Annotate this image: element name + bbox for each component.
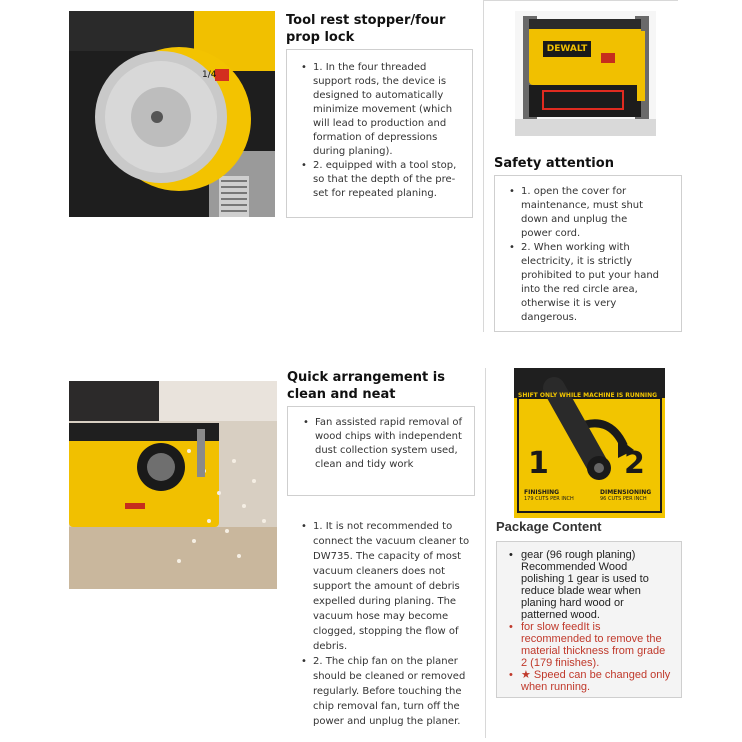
list-item: • 1. In the four threaded support rods, the device is designed to automatically minimize movement (which will lead to production and formation of depressions during planing). xyxy=(301,61,462,159)
planer-photo xyxy=(515,11,656,136)
gearbox-header: SHIFT ONLY WHILE MACHINE IS RUNNING xyxy=(518,392,658,399)
tool-rest-photo xyxy=(69,11,275,217)
section1-list xyxy=(301,61,462,201)
divider-top-tick xyxy=(483,0,678,1)
section4-title: Package Content xyxy=(496,519,602,534)
gearbox-photo xyxy=(514,368,665,518)
finishing-label: FINISHING xyxy=(524,489,560,496)
list-item: • gear (96 rough planing) Recommended Wood polishing 1 gear is used to reduce blade wear when planing hard wood or patterned wood. xyxy=(509,549,671,621)
list-item: • 2. When working with electricity, it is strictly prohibited to put your hand into the red circle area, otherwise it is very dangerous. xyxy=(509,241,661,325)
brand-logo: DEWALT xyxy=(546,44,588,54)
section2-box xyxy=(494,175,682,332)
section1-box xyxy=(286,49,473,218)
section3-box xyxy=(287,406,475,496)
dimensioning-label: DIMENSIONING xyxy=(600,489,652,496)
dimensioning-sub: 96 CUTS PER INCH xyxy=(600,496,647,502)
section3-notes-list xyxy=(301,519,471,729)
section3-list xyxy=(303,416,464,472)
dust-collection-photo xyxy=(69,381,277,589)
svg-text:1/4: 1/4 xyxy=(202,70,217,80)
list-item: • 2. equipped with a tool stop, so that the depth of the pre-set for repeated planing. xyxy=(301,159,462,201)
section4-box xyxy=(496,541,682,698)
section3-title: Quick arrangement is clean and neat xyxy=(287,370,445,402)
finishing-sub: 179 CUTS PER INCH xyxy=(524,496,574,502)
divider-top xyxy=(483,0,484,332)
section2-list xyxy=(509,185,661,325)
list-item: • for slow feedIt is recommended to remove the material thickness from grade 2 (179 finishes). xyxy=(509,621,671,669)
gear-2-label: 2 xyxy=(624,446,645,481)
section1-title: Tool rest stopper/four prop lock xyxy=(286,13,446,45)
list-item: • Fan assisted rapid removal of wood chips with independent dust collection system used, clean and tidy work xyxy=(303,416,464,472)
section2-title: Safety attention xyxy=(494,156,614,171)
list-item: • 1. It is not recommended to connect the vacuum cleaner to DW735. The capacity of most vacuum cleaners does not support the amount of debris expelled during planing. The vacuum hose may become clogged, stopping the flow of debris. xyxy=(301,519,471,654)
list-item: • 1. open the cover for maintenance, must shut down and unplug the power cord. xyxy=(509,185,661,241)
list-item: • ★ Speed can be changed only when running. xyxy=(509,669,671,693)
section3-notes xyxy=(301,519,471,729)
divider-bottom xyxy=(485,368,486,738)
list-item: • 2. The chip fan on the planer should be cleaned or removed regularly. Before touching the chip removal fan, turn off the power and unplug the planer. xyxy=(301,654,471,729)
section4-list xyxy=(509,549,671,693)
gear-1-label: 1 xyxy=(528,446,549,481)
